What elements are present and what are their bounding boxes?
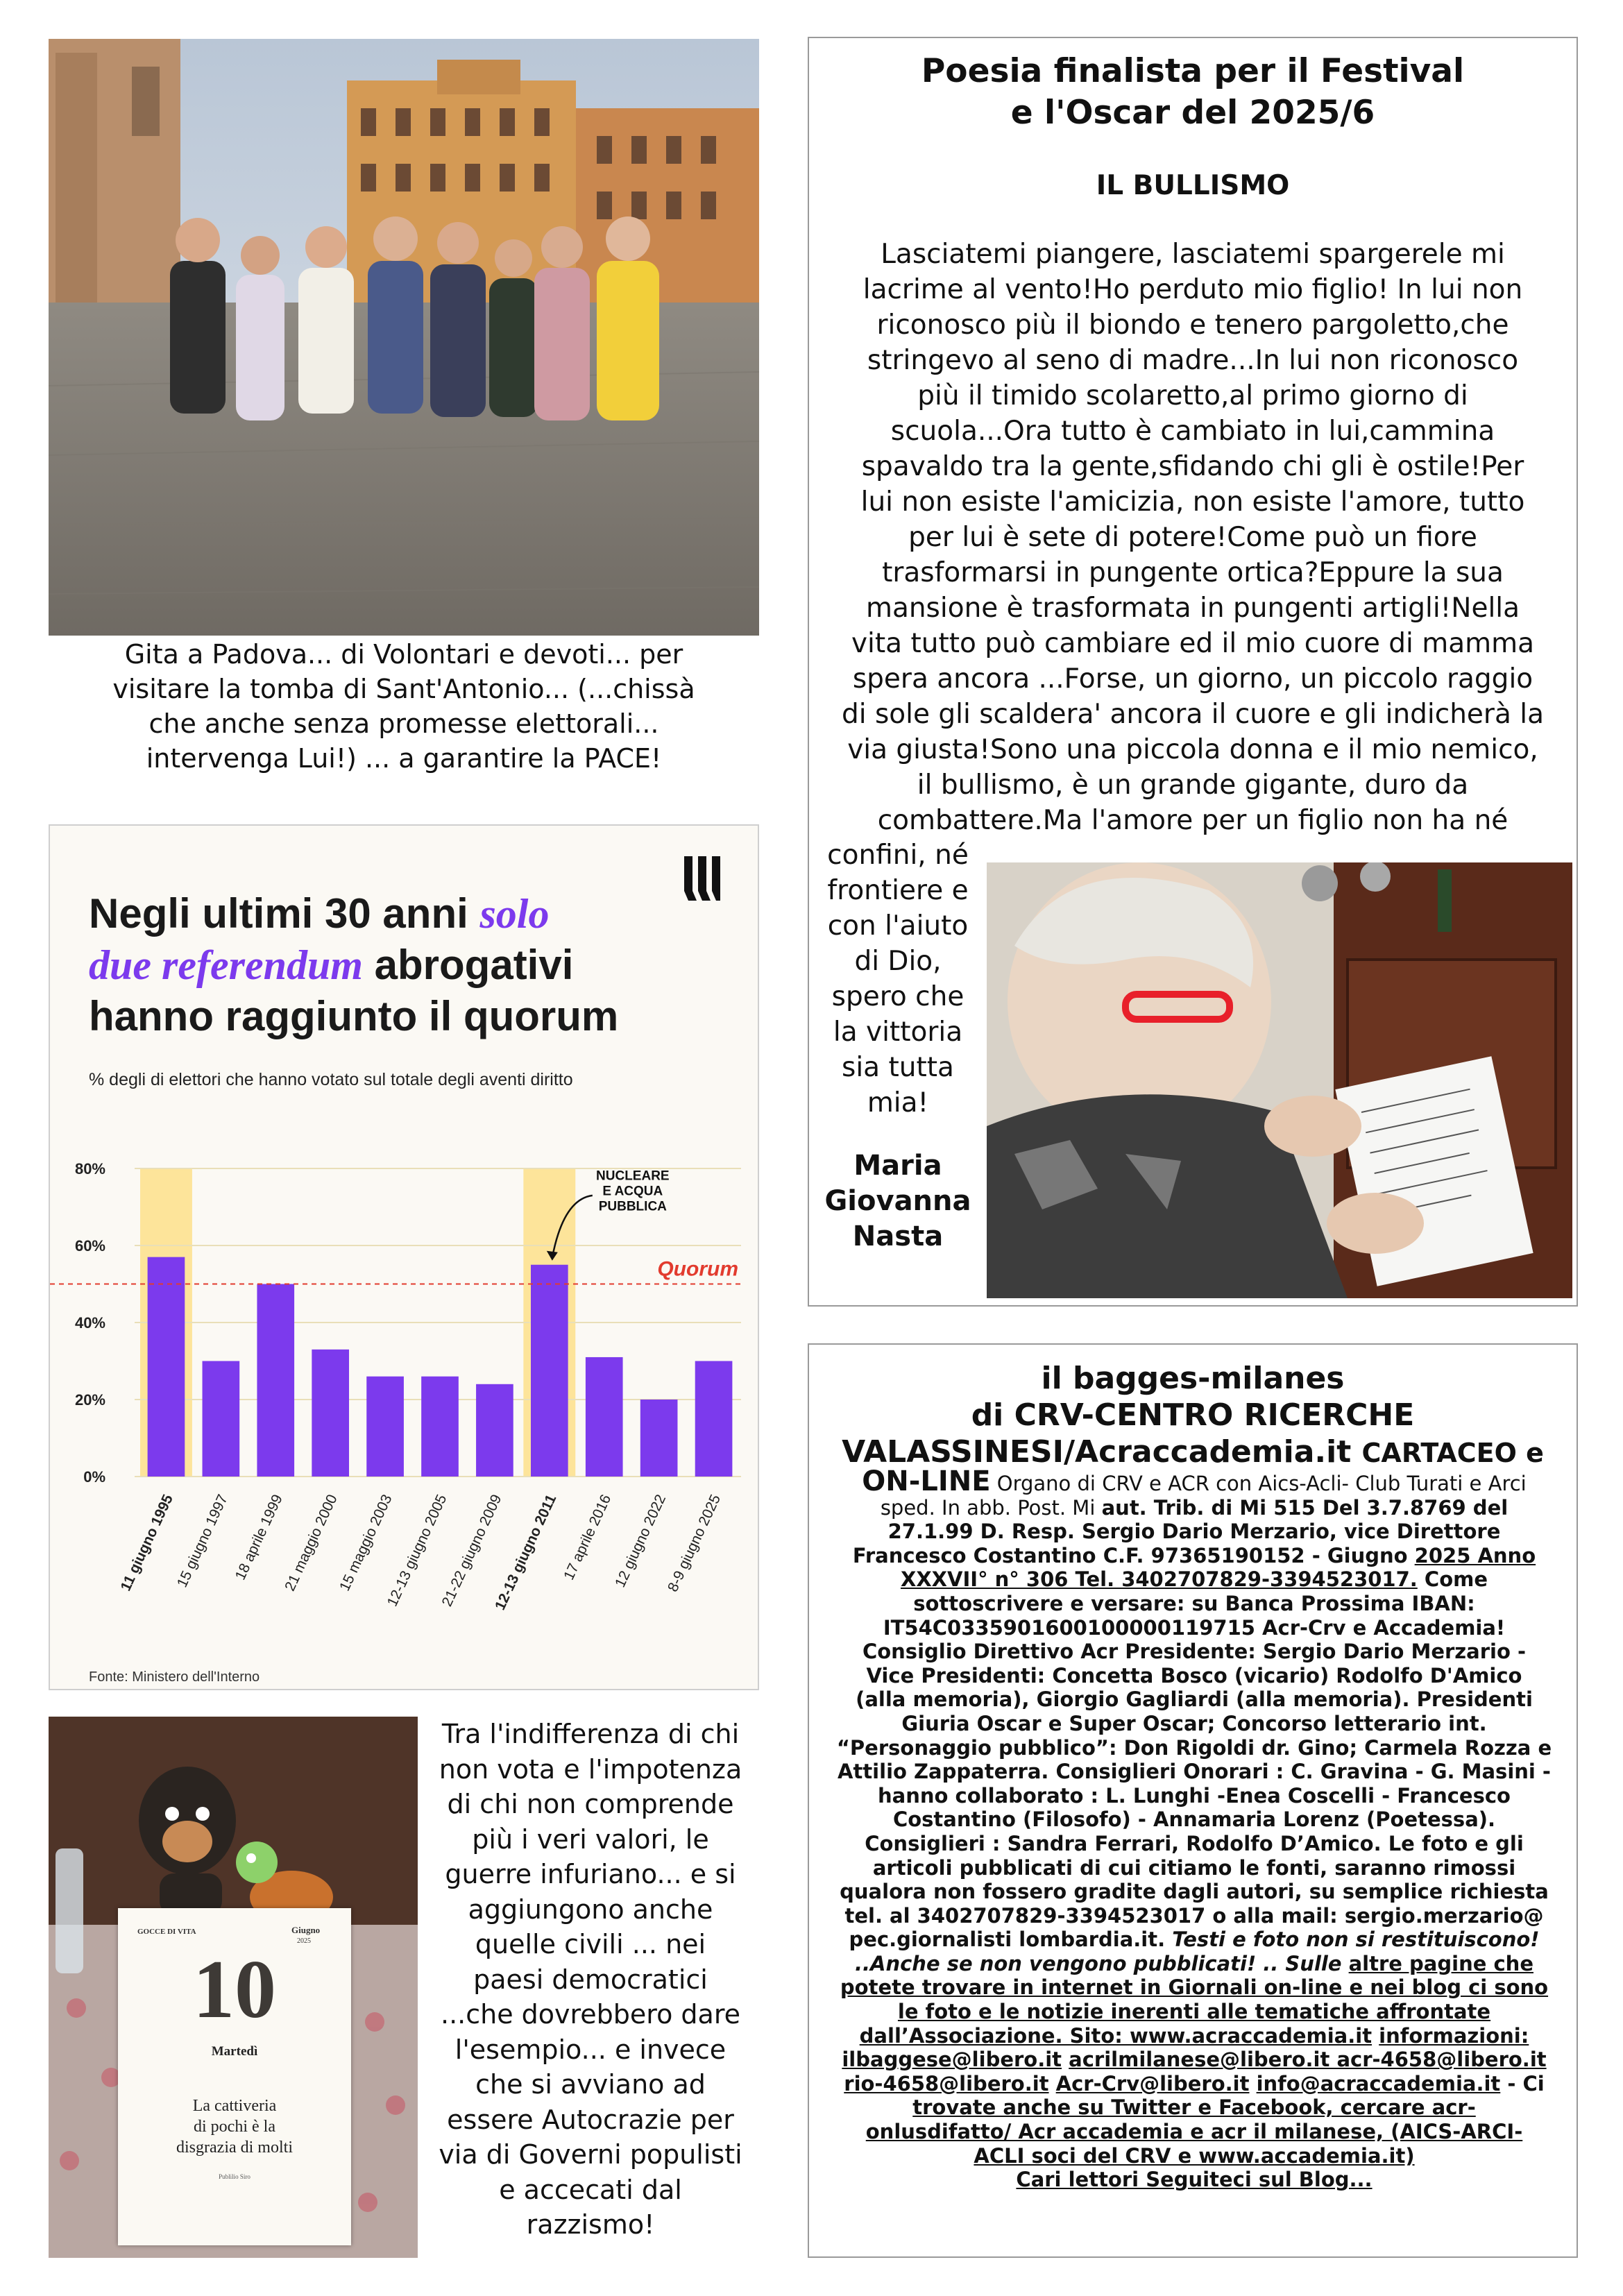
title-emphasis: due referendum (89, 942, 363, 988)
side-line: l'esempio... e invece (454, 2034, 726, 2065)
info-line: onlusdifatto/ Acr accademia e acr il milanese, (AICS-ARCI- (865, 2120, 1523, 2144)
poem-author (815, 1148, 981, 1255)
info-part: pec.giornalisti lombardia.it. (849, 1928, 1173, 1952)
blog-line: Cari lettori Seguiteci sul Blog... (1016, 2168, 1373, 2192)
indifference-text (418, 1717, 763, 2243)
side-line: aggiungono anche (468, 1894, 713, 1925)
info-part: ..Anche se non vengono pubblicati! .. Sulle (854, 1951, 1349, 1975)
poem-line: stringevo al seno di madre...In lui non riconosco (867, 345, 1519, 376)
site-link[interactable]: dall’Associazione. Sito: www.acraccademia.it (859, 2023, 1373, 2048)
poem-line: spavaldo tra la gente,sfidando chi gli è ostile!Per (861, 451, 1524, 482)
poem-header (809, 51, 1577, 134)
poem-line: di sole gli scaldera' ancora il cuore e gli indicherà la (841, 699, 1544, 730)
masthead-line: il bagges-milanes (1041, 1361, 1345, 1396)
info-line: articoli pubblicati di cui citiamo le fonti, saranno rimossi (872, 1855, 1516, 1880)
x-tick-label: 21-22 giugno 2009 (439, 1492, 505, 1609)
quote-line: La cattiveria (192, 2097, 277, 2115)
info-line: potete trovare in internet in Giornali on-line e nei blog ci sono (840, 1975, 1549, 2000)
side-line: ...che dovrebbero dare (440, 1999, 740, 2030)
x-tick-label: 17 aprile 2016 (561, 1492, 615, 1583)
info-part: altre pagine che (1348, 1951, 1533, 1975)
quorum-label: Quorum (657, 1257, 738, 1281)
y-tick-label: 20% (74, 1391, 105, 1409)
poem-line: confini, né (827, 840, 969, 871)
masthead-line: di CRV-CENTRO RICERCHE (971, 1397, 1415, 1433)
side-line: razzismo! (526, 2209, 655, 2240)
side-line: paesi democratici (473, 1964, 708, 1995)
info-line: ACLI soci del CRV e www.accademia.it) (974, 2143, 1415, 2168)
bar (203, 1361, 240, 1477)
poem-line: sia tutta (842, 1052, 954, 1083)
calendar-weekday: Martedì (211, 2044, 258, 2059)
poem-line: vita tutto può cambiare ed il mio cuore di mamma (851, 628, 1535, 659)
masthead-details (826, 1465, 1563, 2192)
chart-subtitle: % degli di elettori che hanno votato sul totale degli aventi diritto (89, 1070, 573, 1089)
info-line: sottoscrivere e versare: su Banca Prossima IBAN: (913, 1591, 1475, 1615)
info-part: aut. Trib. di Mi 515 Del 3.7.8769 del (1101, 1495, 1509, 1520)
calendar-author: Publilio Siro (219, 2173, 250, 2180)
info-line: Giuria Oscar e Super Oscar; Concorso letterario int. (901, 1711, 1487, 1735)
caption-line: visitare la tomba di Sant'Antonio... (...chissà (112, 674, 695, 704)
calendar-day: 10 (193, 1943, 276, 2035)
masthead-part: VALASSINESI/Acraccademia.it (842, 1434, 1362, 1470)
bar (421, 1377, 459, 1477)
info-line: 27.1.99 D. Resp. Sergio Dario Merzario, vice Direttore (887, 1520, 1501, 1544)
info-part: Testi e foto non si restituiscono! (1172, 1928, 1540, 1952)
calendar-page (118, 1908, 351, 2245)
poem-header-line: e l'Oscar del 2025/6 (1010, 94, 1375, 132)
poem-line: frontiere e (827, 875, 969, 906)
referendum-bar-chart (50, 826, 758, 1689)
x-tick-label: 15 giugno 1997 (173, 1492, 231, 1590)
referendum-chart-card (49, 824, 759, 1690)
x-tick-label: 12 giugno 2022 (612, 1492, 670, 1590)
info-part: 2025 Anno (1414, 1543, 1536, 1567)
x-tick-label: 18 aprile 1999 (232, 1492, 286, 1583)
masthead-title (809, 1360, 1577, 1472)
title-emphasis: solo (479, 891, 550, 937)
title-part: hanno raggiunto il quorum (89, 993, 619, 1039)
info-line: Vice Presidenti: Concetta Bosco (vicario) Rodolfo D'Amico (866, 1663, 1522, 1687)
masthead-info-box (808, 1343, 1578, 2258)
info-part: XXXVII° n° 306 Tel. 3402707829-3394523017. (900, 1567, 1418, 1592)
poet-photo (987, 862, 1572, 1298)
info-line: trovate anche su Twitter e Facebook, cercare acr- (912, 2095, 1476, 2120)
x-tick-label: 21 maggio 2000 (282, 1492, 341, 1594)
poem-line: Lasciatemi piangere, lasciatemi spargerele mi (881, 239, 1505, 270)
padova-caption (49, 637, 759, 776)
poem-line: scuola...Ora tutto è cambiato in lui,cammina (890, 416, 1495, 447)
online-label: ON-LINE (862, 1465, 991, 1497)
side-line: di chi non comprende (447, 1789, 734, 1819)
annotation-label: PUBBLICA (598, 1199, 667, 1214)
bar (640, 1400, 678, 1477)
calendar-quote (118, 2095, 351, 2158)
poem-line: via giusta!Sono una piccola donna e il mio nemico, (847, 734, 1538, 765)
title-part: abrogativi (362, 942, 574, 988)
side-line: più i veri valori, le (472, 1823, 709, 1855)
info-line: Consiglieri : Sandra Ferrari, Rodolfo D’Amico. Le foto e gli (865, 1831, 1524, 1855)
organ-text: Organo di CRV e ACR con Aics-Acli- Club Turati e Arci (990, 1472, 1527, 1495)
x-tick-label: 11 giugno 1995 (117, 1492, 176, 1594)
author-line: Maria (853, 1150, 942, 1182)
info-line: hanno collaborato : L. Lunghi -Enea Coscelli - Francesco (878, 1783, 1511, 1808)
info-line: Costantino (Filosofo) - Annamaria Lorenz (Poetessa). (892, 1808, 1496, 1832)
author-line: Nasta (852, 1221, 944, 1252)
info-line: “Personaggio pubblico”: Don Rigoldi dr. Gino; Carmela Rozza e (836, 1735, 1552, 1760)
info-line: (alla memoria), Giorgio Gagliardi (alla memoria). Presidenti (856, 1687, 1533, 1712)
side-line: quelle civili ... nei (475, 1929, 706, 1959)
bar (531, 1265, 568, 1477)
poem-line: più il timido scolaretto,al primo giorno di (917, 380, 1468, 411)
info-part: Francesco Costantino C.F. 97365190152 - Giugno (852, 1543, 1415, 1567)
padova-group-photo (49, 39, 759, 636)
x-tick-label: 15 maggio 2003 (337, 1492, 396, 1594)
poem-line: mansione è trasformata in pungenti artigli!Nella (865, 593, 1520, 624)
side-line: essere Autocrazie per (447, 2104, 734, 2135)
poem-line: con l'aiuto (827, 910, 969, 942)
side-line: Tra l'indifferenza di chi (441, 1719, 740, 1749)
poem-line: la vittoria (833, 1017, 963, 1048)
x-tick-label: 12-13 giugno 2005 (384, 1492, 450, 1609)
side-line: e accecati dal (499, 2174, 682, 2205)
info-line: Attilio Zappaterra. Consiglieri Onorari : C. Gravina - G. Masini - (838, 1760, 1551, 1784)
bar (586, 1357, 623, 1477)
title-part: Negli ultimi 30 anni (89, 890, 480, 937)
email-link[interactable]: rio-4658@libero.it (844, 2071, 1049, 2095)
x-tick-label: 12-13 giugno 2011 (492, 1492, 560, 1613)
caption-line: che anche senza promesse elettorali... (148, 708, 659, 739)
bar (312, 1350, 349, 1477)
info-line: le foto e le notizie inerenti alle tematiche affrontate (897, 2000, 1491, 2024)
bar (148, 1257, 185, 1477)
caption-line: intervenga Lui!) ... a garantire la PACE! (146, 743, 662, 774)
info-line: Consiglio Direttivo Acr Presidente: Sergio Dario Merzario - (862, 1640, 1527, 1664)
calendar-month: Giugno (291, 1925, 321, 1935)
bar (366, 1377, 404, 1477)
poem-line: lui non esiste l'amicizia, non esiste l'amore, tutto (860, 486, 1525, 518)
quote-line: di pochi è la (194, 2118, 275, 2136)
info-line: IT54C0335901600100000119715 Acr-Crv e Accademia! (883, 1615, 1506, 1640)
annotation-label: E ACQUA (602, 1184, 663, 1199)
poem-body (809, 237, 1577, 838)
calendar-year: 2025 (297, 1937, 311, 1945)
bar (695, 1361, 733, 1477)
y-tick-label: 0% (83, 1468, 105, 1486)
y-tick-label: 40% (74, 1314, 105, 1332)
poem-line: combattere.Ma l'amore per un figlio non ha né (877, 805, 1509, 836)
email-link[interactable]: ilbaggese@libero.it (842, 2048, 1062, 2072)
poem-line: spera ancora ...Forse, un giorno, un piccolo raggio (852, 663, 1533, 695)
poem-line: mia! (867, 1087, 929, 1119)
poem-line: per lui è sete di potere!Come può un fiore (908, 522, 1477, 553)
info-part: informazioni: (1379, 2023, 1529, 2048)
email-link[interactable]: info@acraccademia.it (1256, 2071, 1501, 2095)
chart-source: Fonte: Ministero dell'Interno (89, 1669, 260, 1685)
poem-title: IL BULLISMO (1096, 170, 1290, 201)
email-link[interactable]: acrilmilanese@libero.it acr-4658@libero.it (1069, 2048, 1547, 2072)
y-tick-label: 80% (74, 1160, 105, 1177)
poem-line: lacrime al vento!Ho perduto mio figlio! In lui non (863, 274, 1523, 305)
poem-box (808, 37, 1578, 1307)
poem-line: di Dio, (854, 946, 942, 977)
poem-line: riconosco più il biondo e tenero pargoletto,che (876, 309, 1509, 341)
quote-line: disgrazia di molti (176, 2138, 293, 2157)
calendar-photo (49, 1717, 418, 2258)
author-line: Giovanna (824, 1185, 971, 1217)
poem-line: trasformarsi in pungente ortica?Eppure la sua (882, 557, 1504, 588)
poem-narrow-column (815, 837, 981, 1121)
bar (476, 1384, 513, 1477)
calendar-brand: GOCCE DI VITA (137, 1928, 196, 1936)
info-part: sped. In abb. Post. Mi (880, 1495, 1102, 1520)
masthead-part: CARTACEO e (1361, 1438, 1544, 1468)
poem-line: il bullismo, è un grande gigante, duro da (917, 769, 1469, 801)
bar (257, 1284, 294, 1477)
side-line: guerre infuriano... e si (445, 1859, 736, 1889)
side-line: che si avviano ad (475, 2069, 706, 2100)
x-tick-label: 8-9 giugno 2025 (665, 1492, 724, 1595)
annotation-label: NUCLEARE (596, 1168, 670, 1184)
info-line: qualora non fossero gradite dagli autori, su semplice richiesta (840, 1880, 1549, 1904)
info-part: - Ci (1500, 2071, 1545, 2095)
info-line: tel. al 3402707829-3394523017 o alla mail: sergio.merzario@ (844, 1903, 1544, 1928)
poem-header-line: Poesia finalista per il Festival (921, 52, 1465, 90)
side-line: via di Governi populisti (439, 2139, 742, 2170)
info-part: Come (1417, 1567, 1488, 1592)
side-line: non vota e l'impotenza (439, 1753, 742, 1785)
y-tick-label: 60% (74, 1237, 105, 1255)
email-link[interactable]: Acr-Crv@libero.it (1055, 2071, 1250, 2095)
poem-line: spero che (831, 981, 965, 1012)
caption-line: Gita a Padova... di Volontari e devoti... per (124, 639, 683, 670)
